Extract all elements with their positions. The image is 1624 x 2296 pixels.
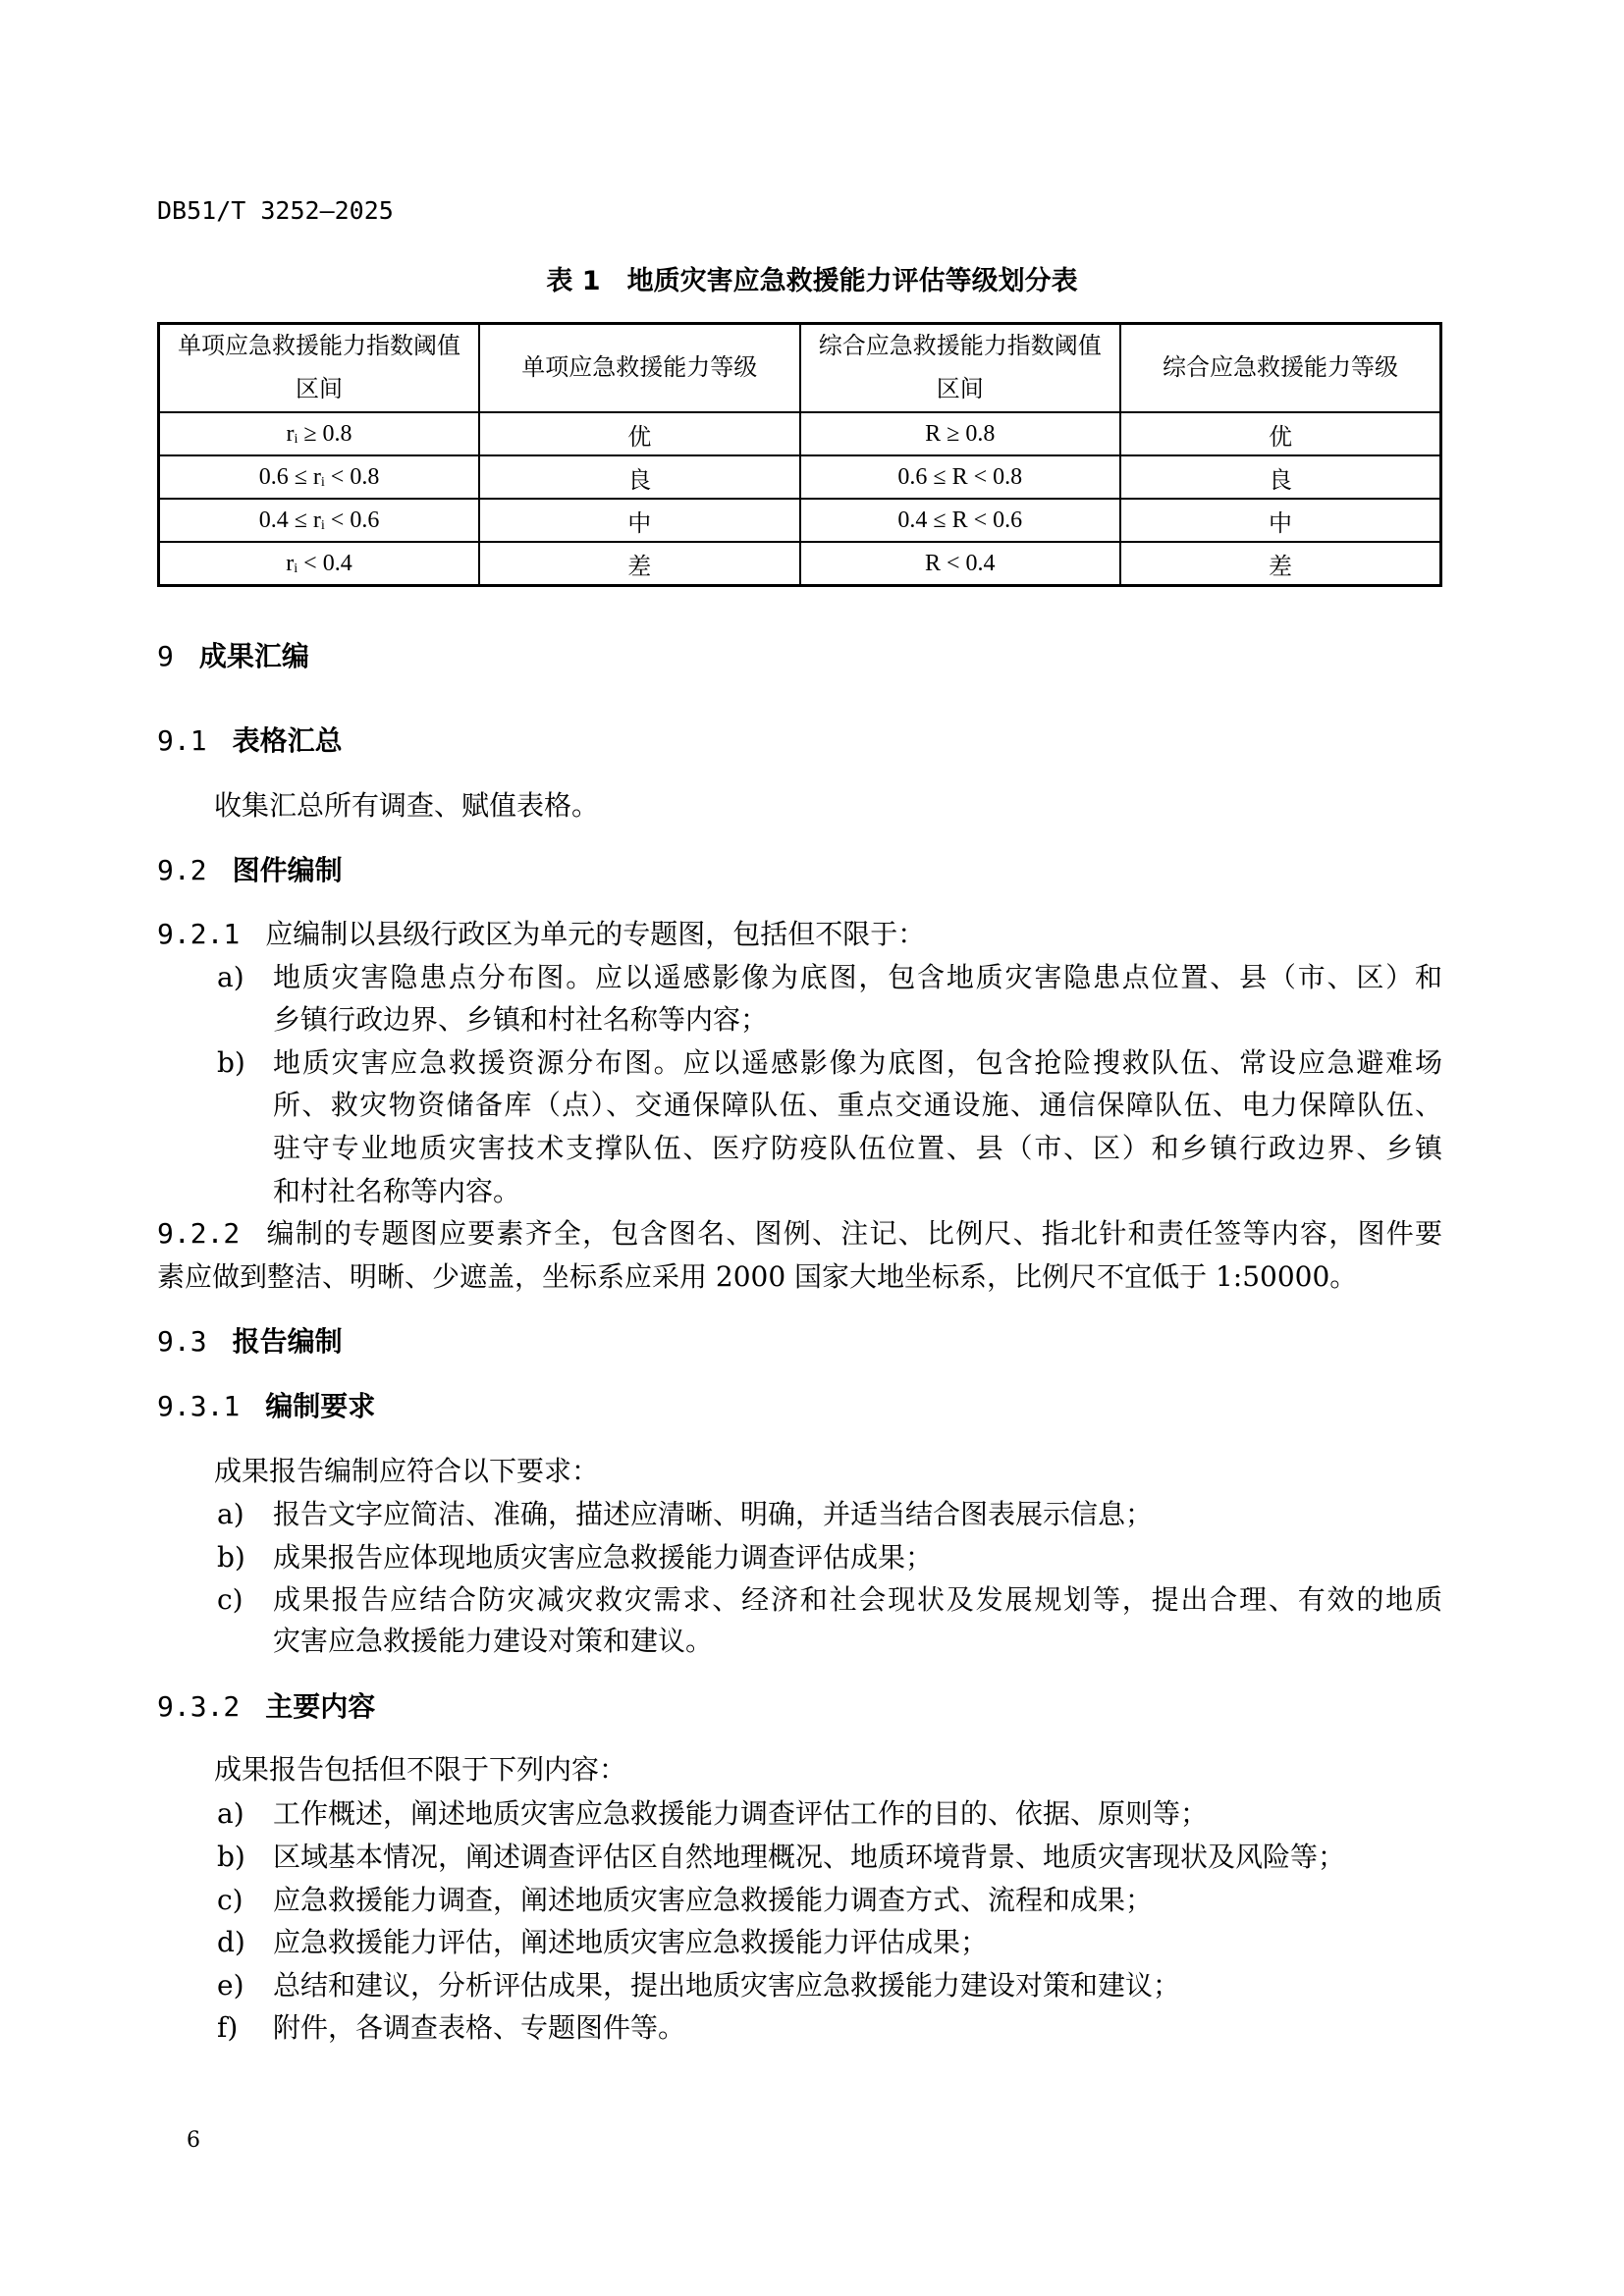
list-label: a) [217,961,244,993]
list-item-text: 灾害应急救援能力建设对策和建议。 [273,1625,714,1657]
column-header: 单项应急救援能力等级 [479,324,800,413]
section-title: 成果汇编 [198,640,309,672]
table-header-row [159,324,1441,413]
list-item-text: 区域基本情况，阐述调查评估区自然地理概况、地质环境背景、地质灾害现状及风险等； [273,1841,1346,1873]
column-header: 单项应急救援能力指数阈值区间 [159,324,480,413]
list-item-text: 应急救援能力调查，阐述地质灾害应急救援能力调查方式、流程和成果； [273,1884,1154,1916]
table-cell: rᵢ ≥ 0.8 [159,412,480,455]
clause-text: 应编制以县级行政区为单元的专题图，包括但不限于： [265,918,926,950]
table-cell: 中 [1120,499,1441,542]
list-label: c) [217,1884,244,1916]
list-item-text: 所、救灾物资储备库（点）、交通保障队伍、重点交通设施、通信保障队伍、电力保障队伍、 [273,1089,1442,1121]
clause-9-2-2 [157,1212,1442,1255]
paragraph: 收集汇总所有调查、赋值表格。 [214,789,600,822]
paragraph: 成果报告编制应符合以下要求： [214,1455,600,1487]
table-cell: 优 [479,412,800,455]
clause-text: 素应做到整洁、明晰、少遮盖，坐标系应采用 2000 国家大地坐标系，比例尺不宜低于 1:50000。 [157,1260,1358,1293]
section-heading-9 [157,635,309,678]
list-item-text: 和村社名称等内容。 [273,1175,521,1207]
section-number: 9.1 [157,724,207,757]
list-item-text: 工作概述，阐述地质灾害应急救援能力调查评估工作的目的、依据、原则等； [273,1797,1209,1830]
clause-text: 编制的专题图应要素齐全，包含图名、图例、注记、比例尺、指北针和责任签等内容，图件要 [265,1217,1442,1250]
section-number: 9.3.2 [157,1690,241,1723]
section-number: 9.2 [157,854,207,886]
list-label: b) [217,1841,245,1873]
list-item-text: 成果报告应结合防灾减灾救灾需求、经济和社会现状及发展规划等，提出合理、有效的地质 [273,1583,1442,1616]
table-cell: 0.4 ≤ R < 0.6 [800,499,1121,542]
list-item-text: 地质灾害应急救援资源分布图。应以遥感影像为底图，包含抢险搜救队伍、常设应急避难场 [273,1046,1442,1079]
table-row [159,542,1441,586]
list-label: f) [217,2011,239,2044]
table-row [159,412,1441,455]
list-label: e) [217,1969,244,2002]
table-cell: 0.6 ≤ rᵢ < 0.8 [159,455,480,499]
table-cell: R < 0.4 [800,542,1121,586]
table-cell: 差 [479,542,800,586]
list-label: b) [217,1046,245,1079]
table-cell: 良 [1120,455,1441,499]
section-heading-9-3-1 [157,1385,375,1428]
section-title: 图件编制 [232,854,343,886]
list-item-text: 应急救援能力评估，阐述地质灾害应急救援能力评估成果； [273,1926,989,1958]
list-label: b) [217,1541,245,1574]
section-heading-9-3-2 [157,1685,375,1729]
table-row [159,499,1441,542]
list-label: a) [217,1498,244,1530]
clause-number: 9.2.1 [157,918,241,950]
column-header: 综合应急救援能力指数阈值区间 [800,324,1121,413]
page-number: 6 [187,2128,200,2153]
grading-table [157,322,1442,587]
section-title: 编制要求 [265,1390,376,1422]
table-cell: 0.4 ≤ rᵢ < 0.6 [159,499,480,542]
list-label: c) [217,1583,244,1616]
table-cell: rᵢ < 0.4 [159,542,480,586]
table-cell: 0.6 ≤ R < 0.8 [800,455,1121,499]
table-row [159,455,1441,499]
list-item-text: 总结和建议，分析评估成果，提出地质灾害应急救援能力建设对策和建议； [273,1969,1181,2002]
table-cell: 良 [479,455,800,499]
section-number: 9.3 [157,1325,207,1358]
clause-number: 9.2.2 [157,1217,241,1250]
list-item-text: 驻守专业地质灾害技术支撑队伍、医疗防疫队伍位置、县（市、区）和乡镇行政边界、乡镇 [273,1132,1442,1164]
section-heading-9-2 [157,849,343,892]
section-title: 主要内容 [265,1690,376,1723]
list-item-text: 报告文字应简洁、准确，描述应清晰、明确，并适当结合图表展示信息； [273,1498,1154,1530]
table-cell: 中 [479,499,800,542]
column-header: 综合应急救援能力等级 [1120,324,1441,413]
section-number: 9 [157,640,174,672]
list-item-text: 乡镇行政边界、乡镇和村社名称等内容； [273,1003,769,1036]
paragraph: 成果报告包括但不限于下列内容： [214,1753,627,1786]
list-label: a) [217,1797,244,1830]
section-title: 表格汇总 [232,724,343,757]
table-caption: 表 1 地质灾害应急救援能力评估等级划分表 [546,266,1078,296]
section-heading-9-3 [157,1320,343,1363]
section-title: 报告编制 [232,1325,343,1358]
table-cell: 差 [1120,542,1441,586]
table-cell: R ≥ 0.8 [800,412,1121,455]
clause-9-2-1 [157,913,925,956]
table-cell: 优 [1120,412,1441,455]
document-code: DB51/T 3252—2025 [157,196,394,225]
section-heading-9-1 [157,720,343,763]
list-item-text: 附件，各调查表格、专题图件等。 [273,2011,686,2044]
section-number: 9.3.1 [157,1390,241,1422]
list-item-text: 成果报告应体现地质灾害应急救援能力调查评估成果； [273,1541,934,1574]
list-item-text: 地质灾害隐患点分布图。应以遥感影像为底图，包含地质灾害隐患点位置、县（市、区）和 [273,961,1442,993]
list-label: d) [217,1926,245,1958]
